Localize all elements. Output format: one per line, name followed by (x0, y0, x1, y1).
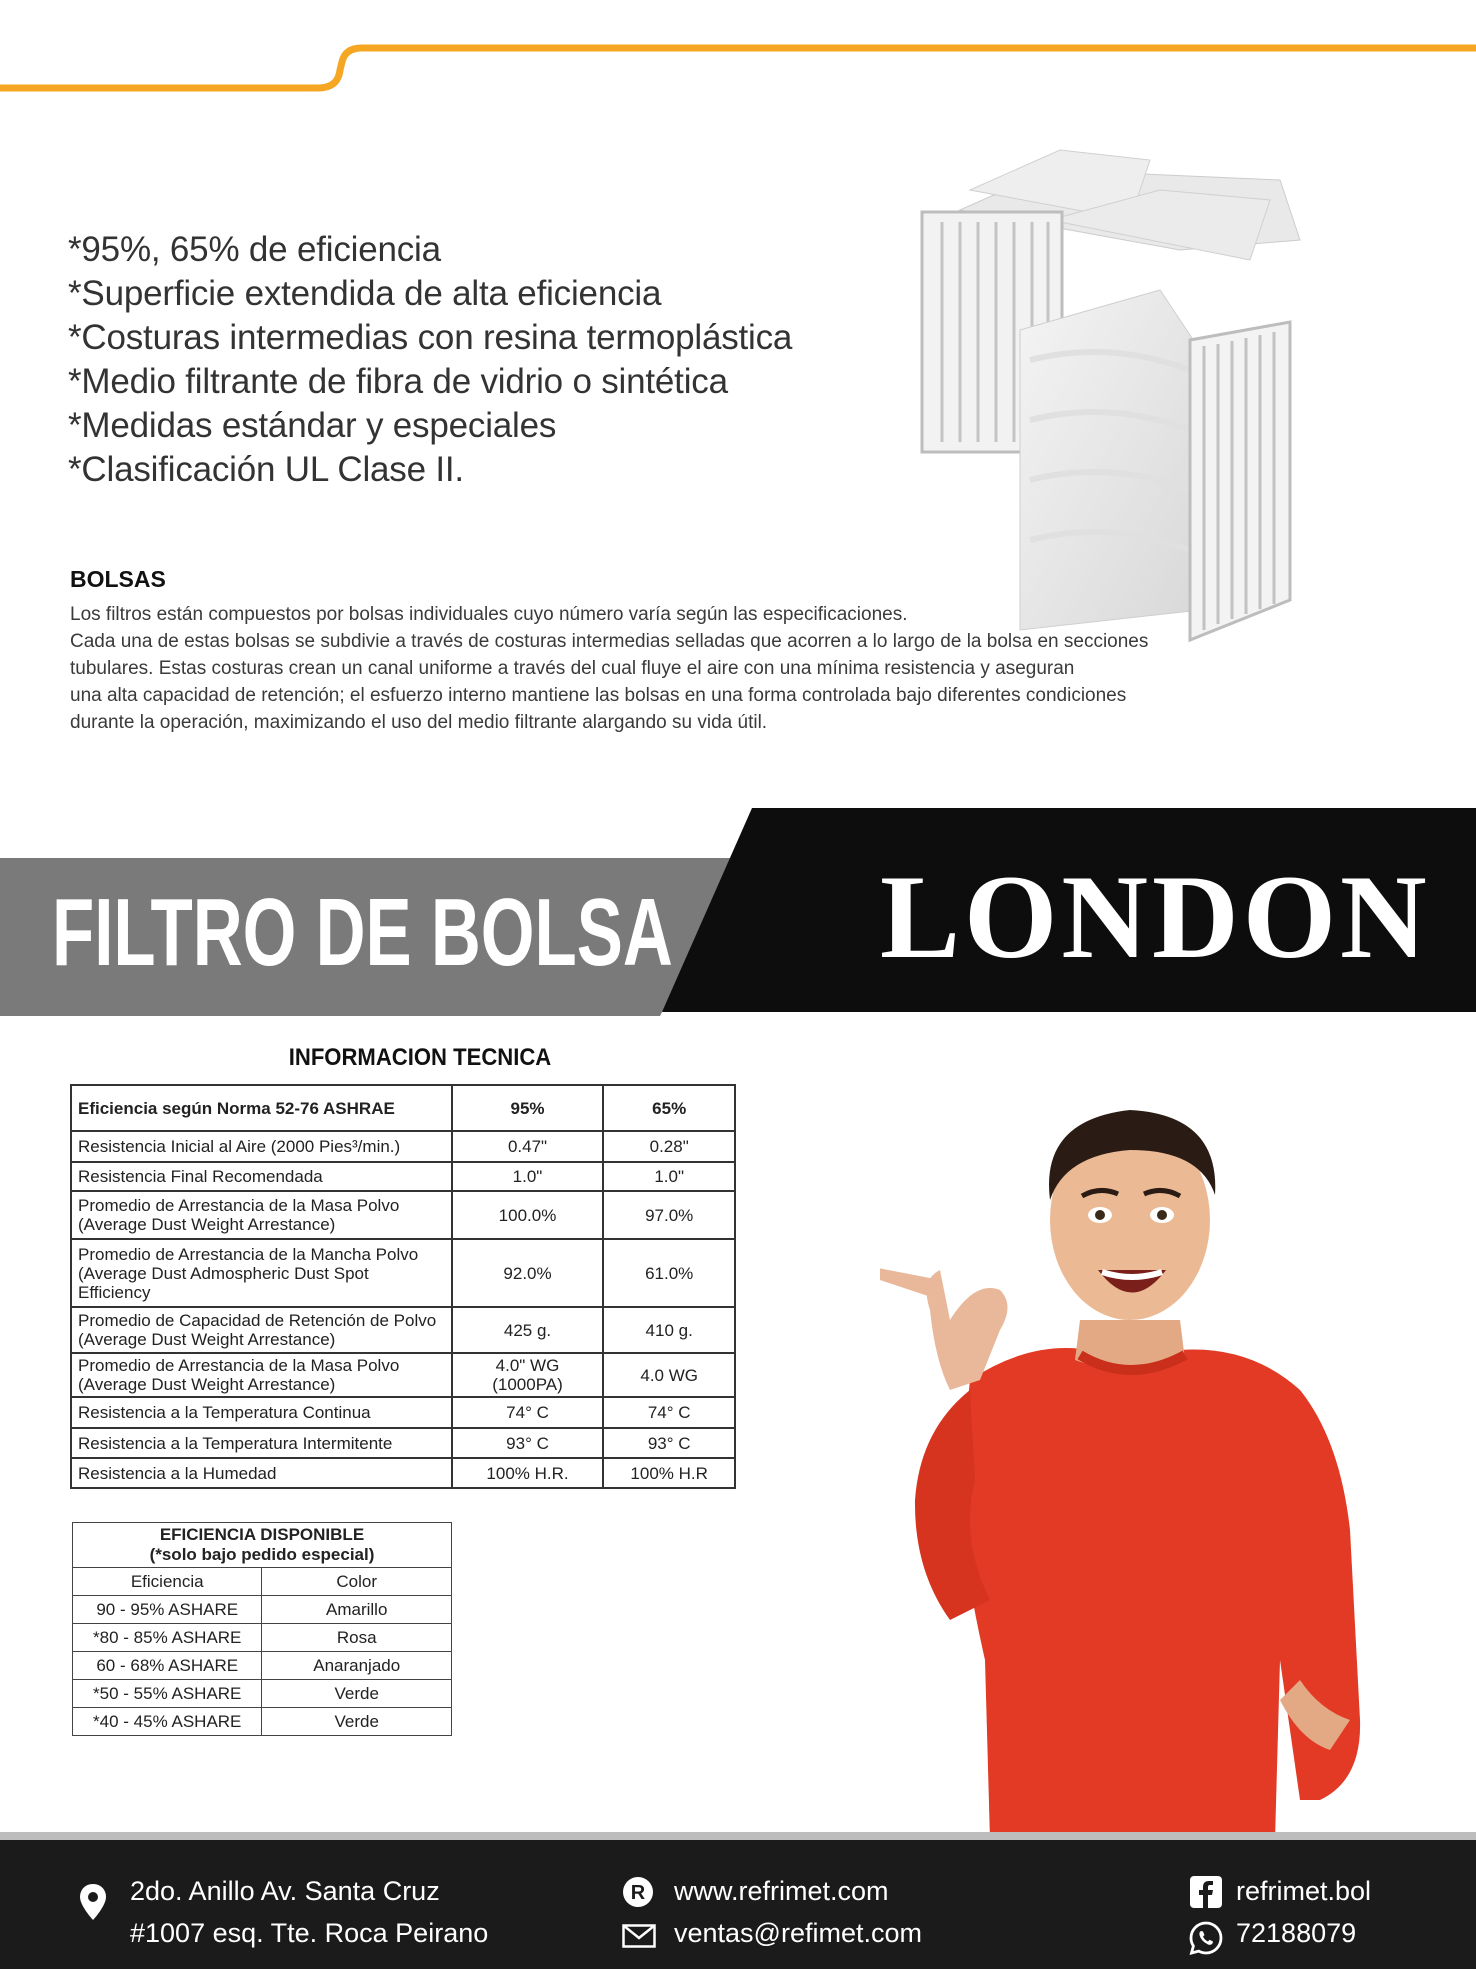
footer-stripe (0, 1832, 1476, 1840)
feature-item: *Clasificación UL Clase II. (68, 450, 464, 489)
bolsas-description (70, 601, 1149, 736)
column-header: Color (262, 1568, 452, 1596)
value-95: 93° C (452, 1428, 604, 1458)
row-label: Resistencia a la Humedad (71, 1458, 452, 1488)
table-row (71, 1191, 735, 1239)
product-type-title: FILTRO DE BOLSA (52, 879, 673, 986)
feature-item: *Medio filtrante de fibra de vidrio o sintética (68, 362, 728, 401)
efficiency-subtitle: (*solo bajo pedido especial) (149, 1545, 375, 1564)
value-65: 0.28" (603, 1131, 735, 1162)
value-65: 410 g. (603, 1307, 735, 1353)
row-label: Promedio de Capacidad de Retención de Polvo (Average Dust Weight Arrestance) (71, 1307, 452, 1353)
bolsas-title: BOLSAS (70, 566, 166, 592)
table-row (71, 1353, 735, 1397)
header-cell: 65% (603, 1085, 735, 1131)
value-65: 93° C (603, 1428, 735, 1458)
value-65: 4.0 WG (603, 1353, 735, 1397)
efficiency-cell: *50 - 55% ASHARE (73, 1680, 262, 1708)
description-line: durante la operación, maximizando el uso del medio filtrante alargando su vida útil. (70, 712, 768, 733)
feature-item: *Medidas estándar y especiales (68, 406, 557, 445)
table-row (71, 1307, 735, 1353)
website-link[interactable]: www.refrimet.com (674, 1876, 889, 1906)
value-65: 100% H.R (603, 1458, 735, 1488)
facebook-link[interactable]: refrimet.bol (1236, 1876, 1372, 1906)
address-line-1: 2do. Anillo Av. Santa Cruz (130, 1876, 440, 1906)
value-65: 74° C (603, 1397, 735, 1428)
product-name-title: LONDON (880, 850, 1431, 983)
efficiency-table-title (73, 1523, 452, 1568)
value-95: 100.0% (452, 1191, 604, 1239)
value-95: 74° C (452, 1397, 604, 1428)
row-label: Resistencia a la Temperatura Intermitente (71, 1428, 452, 1458)
feature-item: *95%, 65% de eficiencia (68, 230, 441, 269)
value-95: 1.0" (452, 1162, 604, 1191)
phone-number[interactable]: 72188079 (1236, 1918, 1357, 1948)
feature-item: *Costuras intermedias con resina termoplástica (68, 318, 793, 357)
value-95: 100% H.R. (452, 1458, 604, 1488)
description-line: tubulares. Estas costuras crean un canal uniforme a través del cual fluye el aire con una mínima resistencia y aseguran (70, 658, 1075, 679)
table-row (71, 1131, 735, 1162)
smiling-man-pointing-image (880, 1100, 1380, 1840)
row-label: Promedio de Arrestancia de la Mancha Polvo (Average Dust Admospheric Dust Spot Efficiency (71, 1239, 452, 1307)
value-95: 4.0" WG (1000PA) (452, 1353, 604, 1397)
table-row (71, 1428, 735, 1458)
table-header-row (73, 1523, 452, 1568)
table-row (71, 1458, 735, 1488)
efficiency-cell: *80 - 85% ASHARE (73, 1624, 262, 1652)
header-cell: 95% (452, 1085, 604, 1131)
table-row (73, 1652, 452, 1680)
efficiency-cell: 60 - 68% ASHARE (73, 1652, 262, 1680)
bag-filter-image (900, 130, 1420, 650)
feature-list (68, 228, 828, 492)
location-pin-icon (80, 1884, 106, 1920)
color-cell: Verde (262, 1680, 452, 1708)
table-row (71, 1239, 735, 1307)
table-row (73, 1680, 452, 1708)
row-label: Promedio de Arrestancia de la Masa Polvo (Average Dust Weight Arrestance) (71, 1353, 452, 1397)
svg-text:R: R (630, 1882, 646, 1904)
mail-icon (622, 1924, 656, 1948)
row-label: Promedio de Arrestancia de la Masa Polvo (Average Dust Weight Arrestance) (71, 1191, 452, 1239)
email-link[interactable]: ventas@refimet.com (674, 1918, 922, 1948)
address-line-2: #1007 esq. Tte. Roca Peirano (130, 1918, 489, 1948)
value-95: 425 g. (452, 1307, 604, 1353)
top-accent-line (0, 0, 1476, 110)
efficiency-title: EFICIENCIA DISPONIBLE (159, 1525, 365, 1544)
row-label: Resistencia Final Recomendada (71, 1162, 452, 1191)
feature-item: *Superficie extendida de alta eficiencia (68, 274, 662, 313)
value-95: 92.0% (452, 1239, 604, 1307)
column-header: Eficiencia (73, 1568, 262, 1596)
row-label: Resistencia a la Temperatura Continua (71, 1397, 452, 1428)
color-cell: Anaranjado (262, 1652, 452, 1680)
facebook-icon (1190, 1876, 1222, 1908)
color-cell: Amarillo (262, 1596, 452, 1624)
color-cell: Rosa (262, 1624, 452, 1652)
description-line: Los filtros están compuestos por bolsas individuales cuyo número varía según las especificaciones. (70, 604, 908, 625)
table-row (73, 1624, 452, 1652)
table-row (73, 1596, 452, 1624)
header-cell: Eficiencia según Norma 52-76 ASHRAE (71, 1085, 452, 1131)
registered-icon (622, 1876, 654, 1908)
tech-info-title: INFORMACION TECNICA (288, 1044, 552, 1071)
description-line: una alta capacidad de retención; el esfuerzo interno mantiene las bolsas en una forma controlada bajo diferentes condiciones (70, 685, 1127, 706)
row-label: Resistencia Inicial al Aire (2000 Pies³/min.) (71, 1131, 452, 1162)
efficiency-cell: 90 - 95% ASHARE (73, 1596, 262, 1624)
value-65: 61.0% (603, 1239, 735, 1307)
table-row (73, 1708, 452, 1736)
description-line: Cada una de estas bolsas se subdivie a través de costuras intermedias selladas que acorren a lo largo de la bolsa en secciones (70, 631, 1149, 652)
footer (0, 1840, 1476, 1969)
efficiency-cell: *40 - 45% ASHARE (73, 1708, 262, 1736)
value-65: 97.0% (603, 1191, 735, 1239)
table-row (71, 1397, 735, 1428)
value-65: 1.0" (603, 1162, 735, 1191)
value-95: 0.47" (452, 1131, 604, 1162)
table-header-row (71, 1085, 735, 1131)
tech-info-table (70, 1084, 736, 1489)
table-row (73, 1568, 452, 1596)
table-row (71, 1162, 735, 1191)
color-cell: Verde (262, 1708, 452, 1736)
whatsapp-icon (1188, 1920, 1224, 1956)
efficiency-table (72, 1522, 452, 1736)
